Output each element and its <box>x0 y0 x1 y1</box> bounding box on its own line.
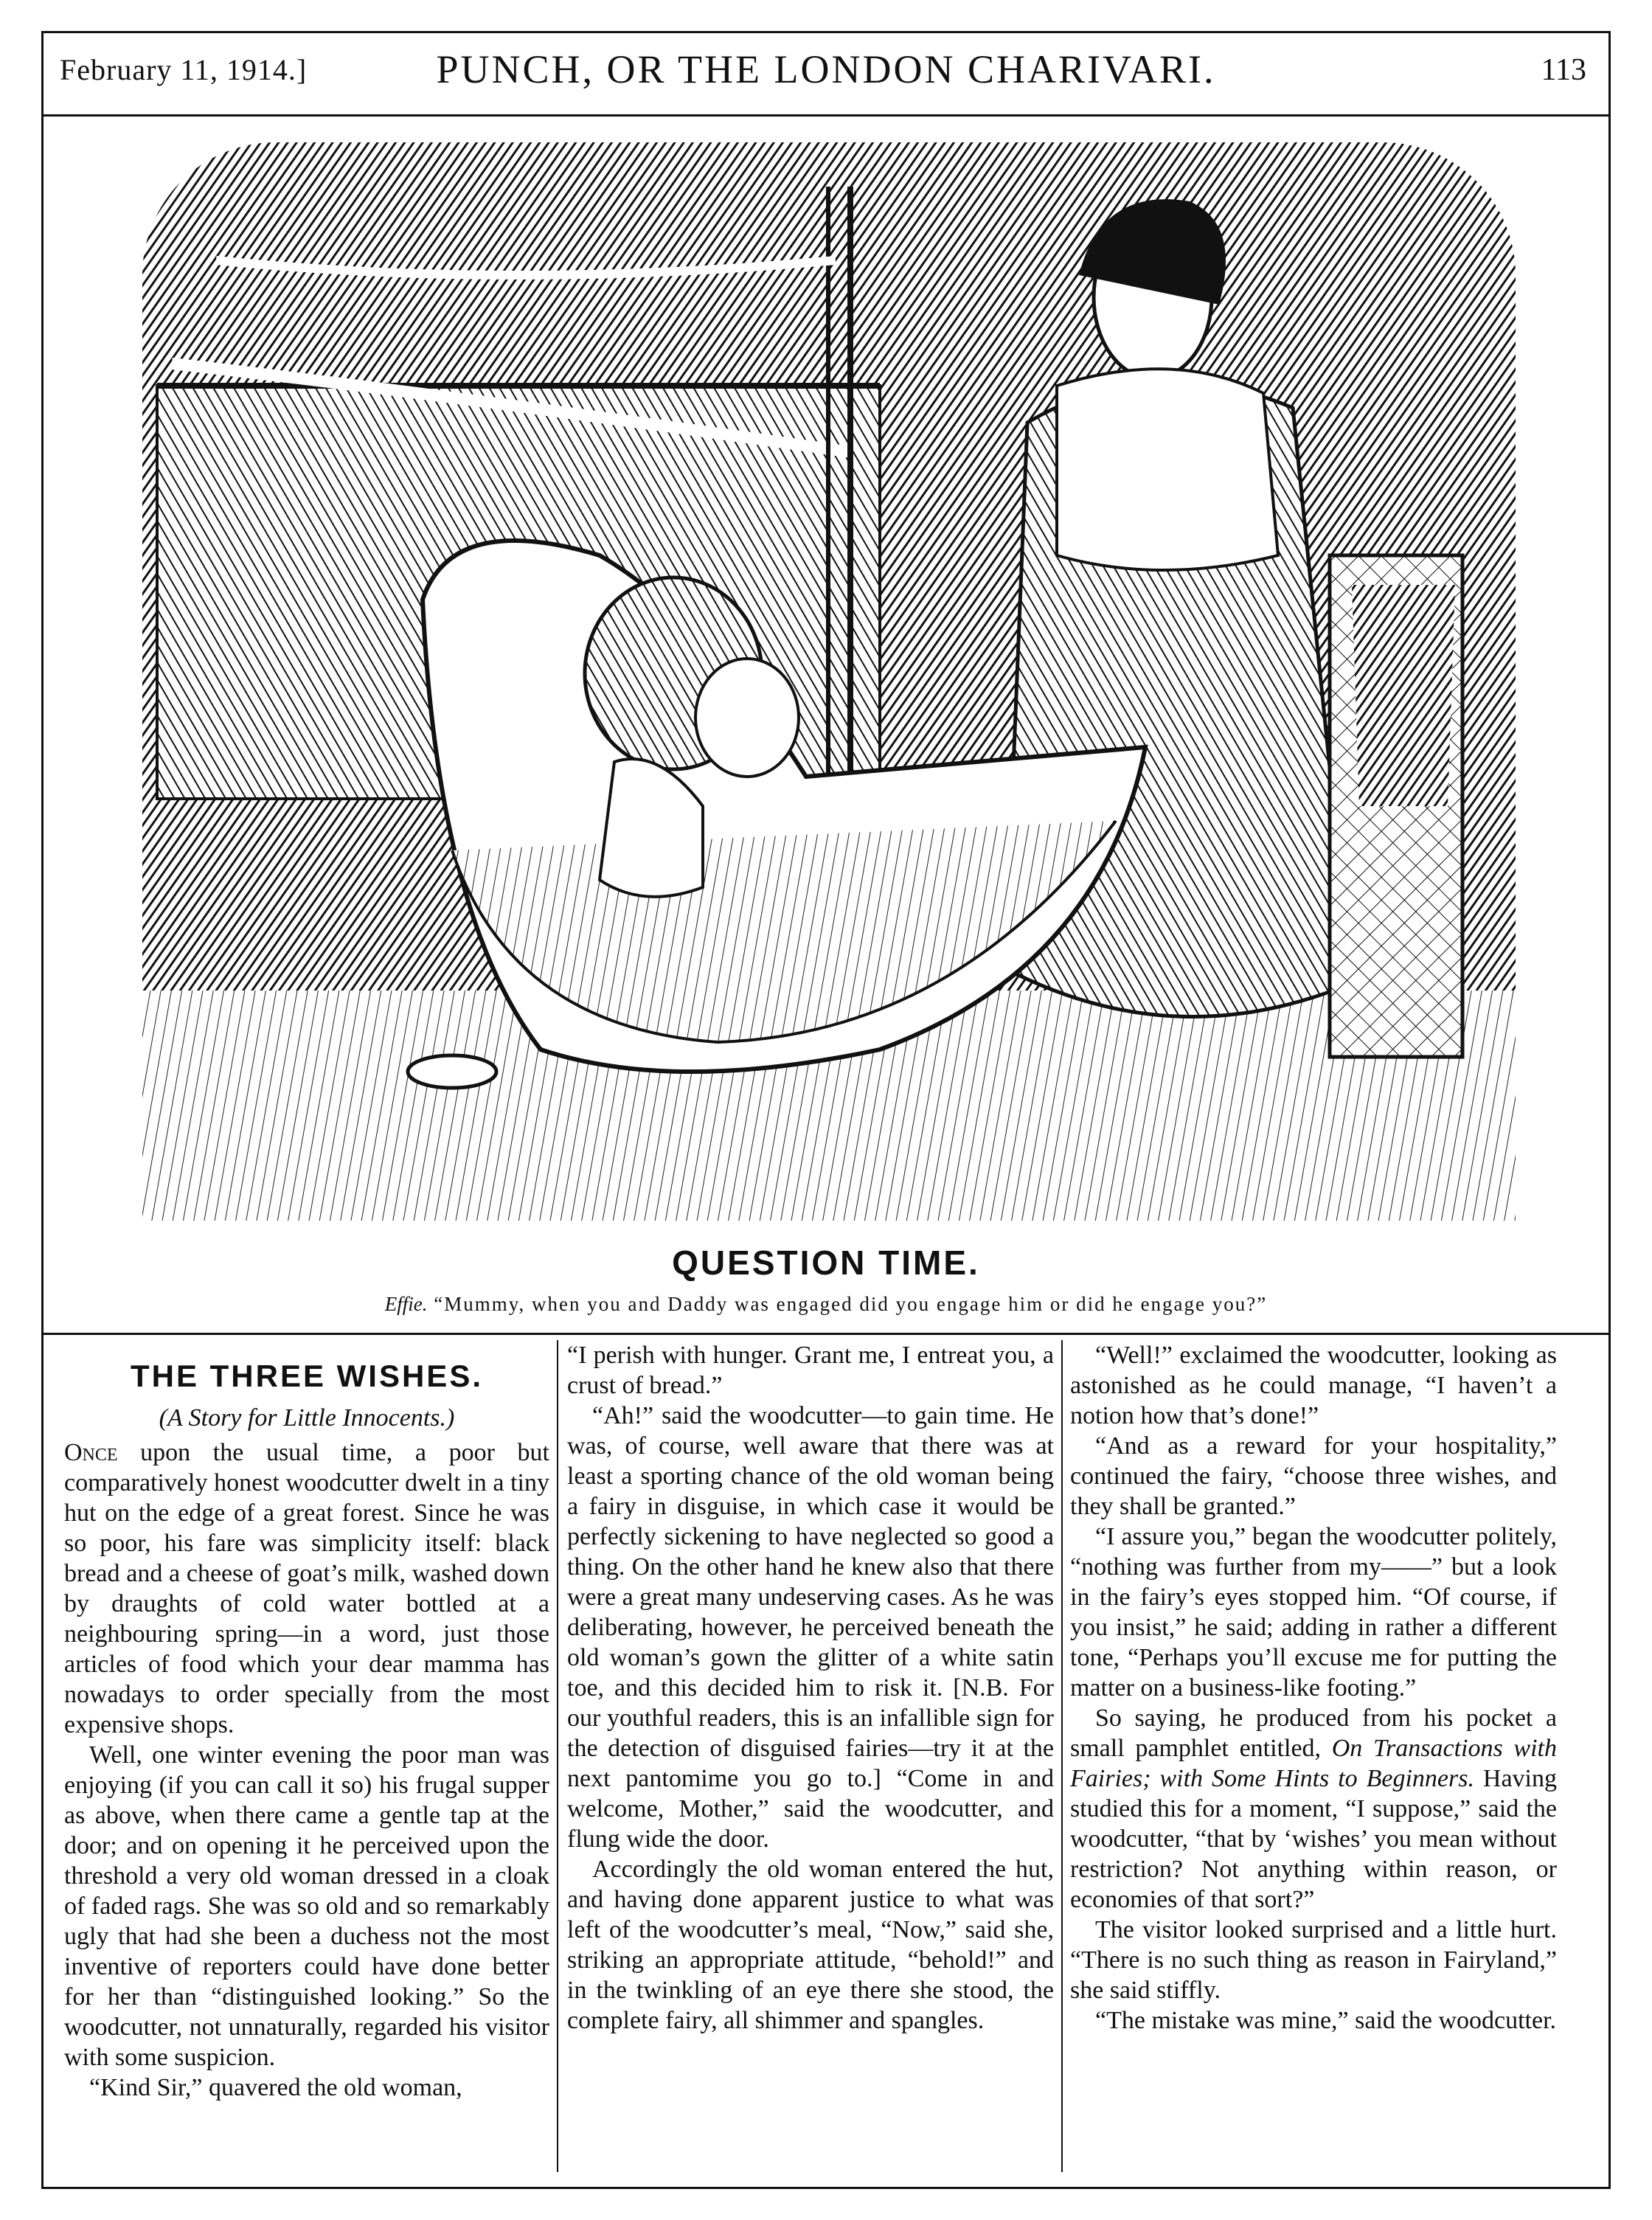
column-rule <box>1061 1340 1063 2172</box>
cartoon-title: QUESTION TIME. <box>672 1243 980 1282</box>
paragraph: The visitor looked surprised and a little hurt. “There is no such thing as reason in Fairyland,” she said stiffly. <box>1070 1916 1557 2004</box>
paragraph: “I assure you,” began the woodcutter politely, “nothing was further from my——” but a look in the fairy’s eyes stopped him. “Of course, if you insist,” he said; adding in rather a different tone, “Perhaps you’ll excuse me for putting the matter on a business-like footing.” <box>1070 1523 1557 1702</box>
paragraph-text: So saying, he produced from his pocket a small pamphlet entitled, <box>1070 1704 1557 1762</box>
article-column-1 <box>64 1340 549 2174</box>
story-title: THE THREE WISHES. <box>130 1359 484 1393</box>
column-rule <box>557 1340 558 2172</box>
publication-title: PUNCH, OR THE LONDON CHARIVARI. <box>436 47 1216 91</box>
article-divider <box>44 1333 1608 1335</box>
paragraph: “The mistake was mine,” said the woodcutter. <box>1095 2007 1557 2034</box>
article-column-3 <box>1070 1340 1557 2174</box>
paragraph-text: Having studied this for a moment, “I suppose,” said the woodcutter, “that by ‘wishes’ you mean without restriction? Not anything within reason, or economies of that sort?” <box>1070 1765 1557 1913</box>
cartoon-illustration <box>142 142 1516 1221</box>
drop-word: Once <box>64 1439 118 1466</box>
towel-rack <box>1330 555 1462 1057</box>
newspaper-page <box>41 31 1611 2189</box>
paragraph-text: upon the usual time, a poor but comparatively honest woodcutter dwelt in a tiny hut on the edge of a great forest. Since he was so poor, his fare was simplicity itself: black bread and a cheese of goat’s milk, washed down by draughts of cold water bottled at a neighbouring spring—in a word, just those articles of food which your dear mamma has nowadays to order specially from the most expensive shops. <box>64 1439 549 1738</box>
caption-speaker: Effie. <box>384 1293 428 1315</box>
story-subtitle: (A Story for Little Innocents.) <box>159 1404 455 1432</box>
paragraph: “Ah!” said the woodcutter—to gain time. He was, of course, well aware that there was at least a sporting chance of the old woman being a fairy in disguise, in which case it would be perfectly sickening to have neglected so good a thing. On the other hand he knew also that there were a great many undeserving cases. As he was deliberating, however, he perceived beneath the old woman’s gown the glitter of a white satin toe, and this decided him to risk it. [N.B. For our youthful readers, this is an infallible sign for the detection of disguised fairies—try it at the next pantomime you go to.] “Come in and welcome, Mother,” said the woodcutter, and flung wide the door. <box>567 1402 1054 1853</box>
paragraph <box>64 1437 549 1740</box>
paragraph: “Kind Sir,” quavered the old woman, <box>89 2074 462 2101</box>
paragraph: “I perish with hunger. Grant me, I entreat you, a crust of bread.” <box>567 1342 1054 1399</box>
article-column-2 <box>567 1340 1054 2174</box>
soap-dish <box>408 1055 496 1088</box>
caption-quote: “Mummy, when you and Daddy was engaged did you engage him or did he engage you?” <box>434 1293 1268 1315</box>
page-number: 113 <box>1541 53 1586 87</box>
page-header <box>44 33 1608 117</box>
paragraph <box>1070 1703 1557 1915</box>
pamphlet-title: On Transactions with Fairies; with Some Hints to Beginners. <box>1070 1735 1557 1792</box>
paragraph: “Well!” exclaimed the woodcutter, looking as astonished as he could manage, “I haven’t a notion how that’s done!” <box>1070 1342 1557 1429</box>
paragraph: “And as a reward for your hospitality,” continued the fairy, “choose three wishes, and they shall be granted.” <box>1070 1432 1557 1520</box>
paragraph: Accordingly the old woman entered the hut, and having done apparent justice to what was left of the woodcutter’s meal, “Now,” said she, striking an appropriate attitude, “behold!” and in the twinkling of an eye there she stood, the complete fairy, all shimmer and spangles. <box>567 1856 1054 2034</box>
paragraph: Well, one winter evening the poor man was enjoying (if you can call it so) his frugal supper as above, when there came a gentle tap at the door; and on opening it he perceived upon the threshold a very old woman dressed in a cloak of faded rags. She was so old and so remarkably ugly that had she been a duchess not the most inventive of reporters could have done better for her than “distinguished looking.” So the woodcutter, not unnaturally, regarded his visitor with some suspicion. <box>64 1741 549 2071</box>
issue-date: February 11, 1914.] <box>60 53 308 86</box>
cartoon-caption <box>44 1293 1608 1316</box>
